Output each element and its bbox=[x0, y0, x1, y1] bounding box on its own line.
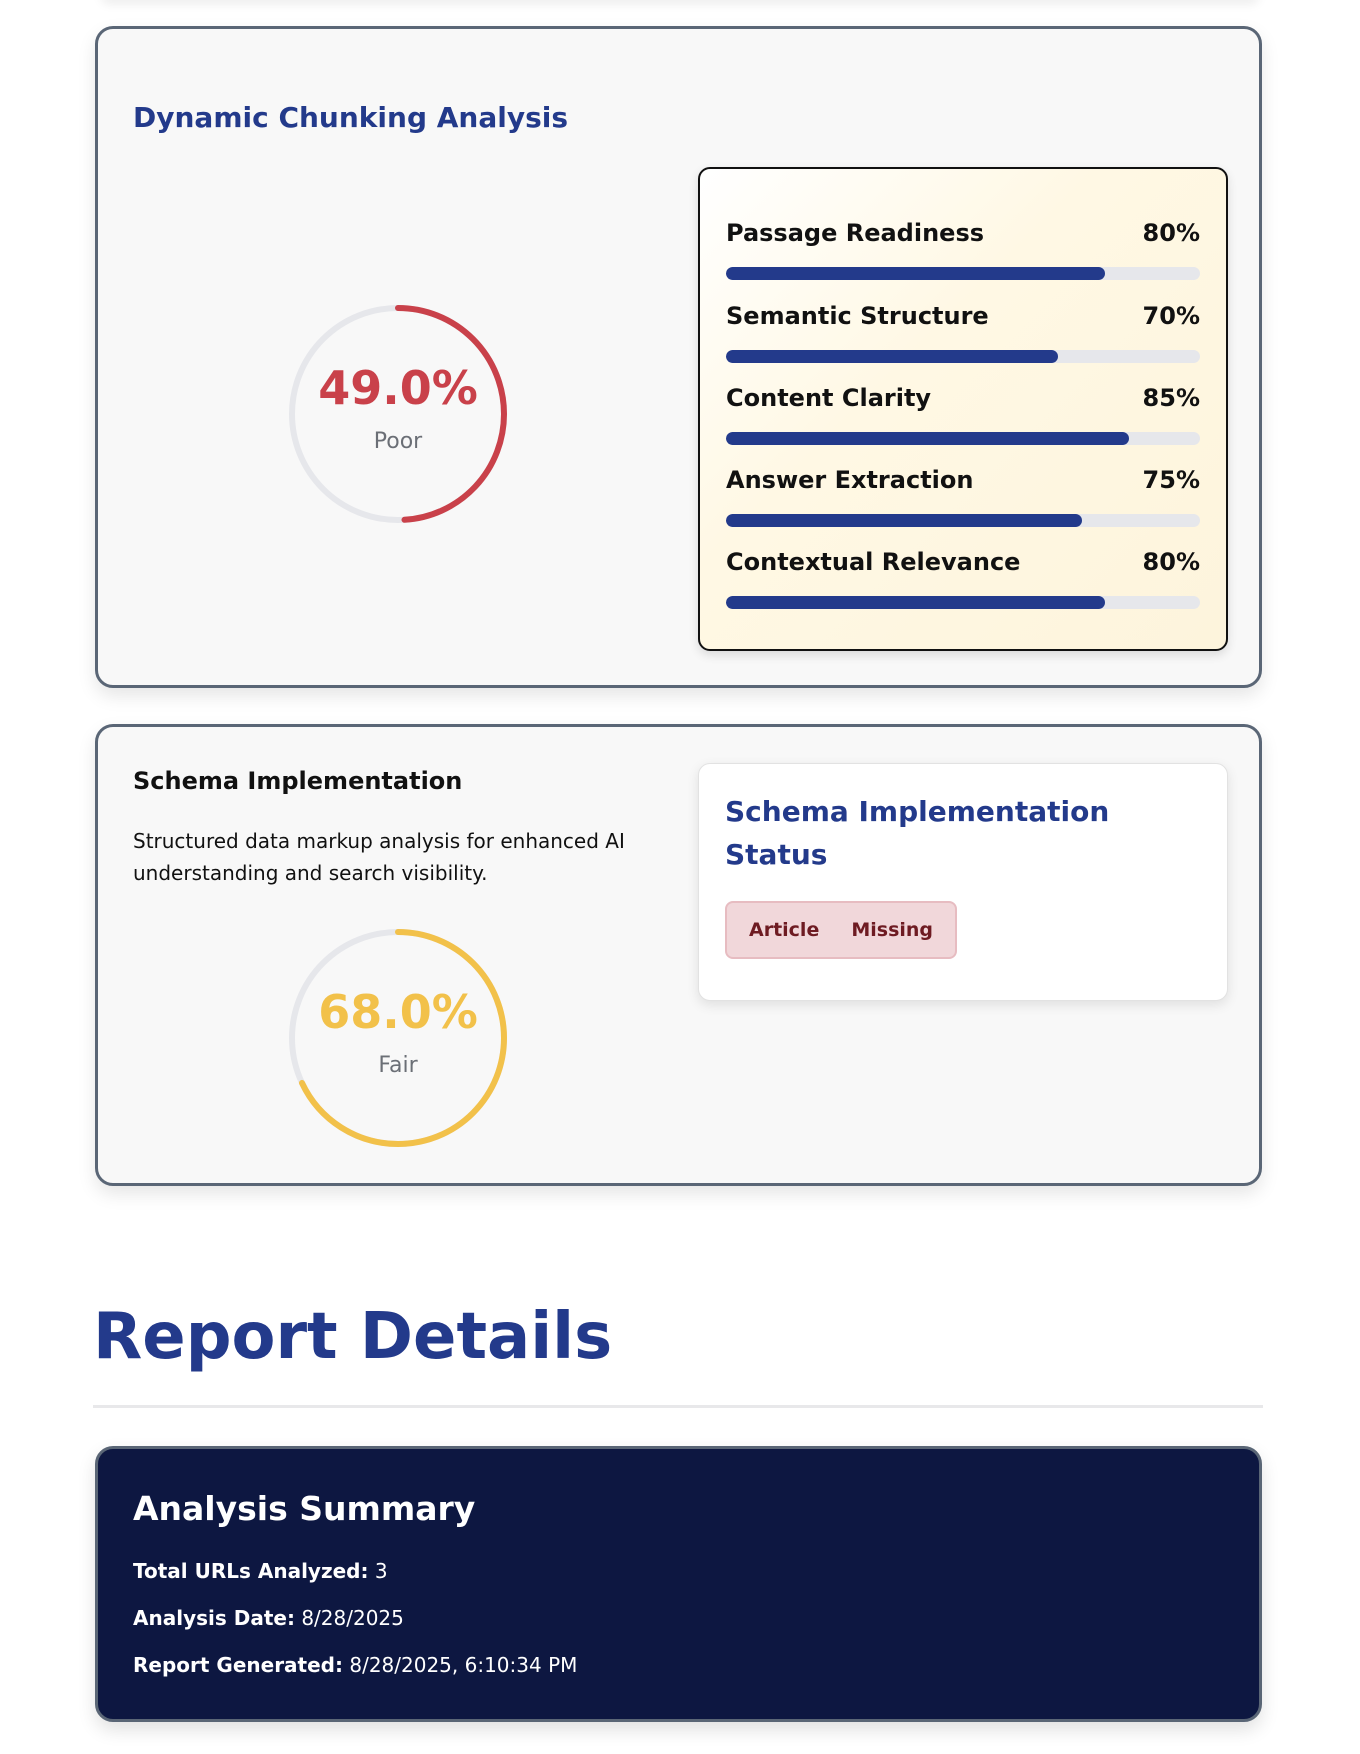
report-generated-label: Report Generated: bbox=[133, 1653, 343, 1677]
metric-value: 75% bbox=[1142, 466, 1200, 494]
total-urls-line bbox=[133, 1559, 388, 1583]
metric-content-clarity bbox=[726, 384, 1200, 448]
analysis-summary-card bbox=[95, 1446, 1262, 1722]
metric-passage-readiness bbox=[726, 219, 1200, 283]
section-divider bbox=[93, 1405, 1263, 1408]
chunking-score-label: Poor bbox=[373, 429, 423, 454]
total-urls-value: 3 bbox=[374, 1559, 388, 1583]
schema-status-badge bbox=[725, 901, 957, 959]
schema-description: Structured data markup analysis for enhanced AI understanding and search visibility. bbox=[133, 829, 625, 885]
analysis-summary-title: Analysis Summary bbox=[133, 1489, 476, 1528]
metric-bar-track bbox=[726, 267, 1200, 280]
schema-score-label: Fair bbox=[378, 1053, 418, 1078]
schema-type-label: Article bbox=[749, 919, 820, 941]
metric-bar-track bbox=[726, 350, 1200, 363]
metric-name: Passage Readiness bbox=[726, 219, 985, 247]
chunking-score-gauge bbox=[283, 299, 513, 529]
report-details-heading: Report Details bbox=[93, 1300, 613, 1374]
metric-name: Answer Extraction bbox=[726, 466, 974, 494]
chunking-metrics-panel bbox=[698, 167, 1228, 651]
schema-score-gauge bbox=[283, 923, 513, 1153]
metric-name: Content Clarity bbox=[726, 384, 932, 412]
schema-state-label: Missing bbox=[851, 919, 934, 941]
metric-value: 70% bbox=[1142, 302, 1200, 330]
metric-bar-fill bbox=[726, 350, 1058, 363]
schema-status-panel bbox=[698, 763, 1228, 1001]
metric-name: Semantic Structure bbox=[726, 302, 989, 330]
schema-title: Schema Implementation bbox=[133, 767, 463, 795]
report-generated-value: 8/28/2025, 6:10:34 PM bbox=[349, 1653, 578, 1677]
metric-answer-extraction bbox=[726, 466, 1200, 530]
report-generated-line bbox=[133, 1653, 577, 1677]
schema-status-title: Schema Implementation Status bbox=[725, 795, 1110, 871]
schema-implementation-card bbox=[95, 724, 1262, 1186]
analysis-date-label: Analysis Date: bbox=[133, 1606, 295, 1630]
metric-bar-track bbox=[726, 432, 1200, 445]
chunking-analysis-card bbox=[95, 26, 1262, 688]
metric-value: 80% bbox=[1142, 548, 1200, 576]
metric-value: 80% bbox=[1142, 219, 1200, 247]
metric-semantic-structure bbox=[726, 302, 1200, 366]
metric-bar-fill bbox=[726, 514, 1082, 527]
metric-name: Contextual Relevance bbox=[726, 548, 1021, 576]
analysis-date-value: 8/28/2025 bbox=[301, 1606, 404, 1630]
total-urls-label: Total URLs Analyzed: bbox=[133, 1559, 369, 1583]
chunking-score-value: 49.0% bbox=[318, 361, 478, 415]
analysis-date-line bbox=[133, 1606, 404, 1630]
metric-bar-fill bbox=[726, 267, 1105, 280]
metric-value: 85% bbox=[1142, 384, 1200, 412]
metric-bar-track bbox=[726, 514, 1200, 527]
chunking-title: Dynamic Chunking Analysis bbox=[133, 101, 569, 134]
schema-score-value: 68.0% bbox=[318, 985, 478, 1039]
metric-bar-fill bbox=[726, 596, 1105, 609]
metric-contextual-relevance bbox=[726, 548, 1200, 612]
metric-bar-track bbox=[726, 596, 1200, 609]
metric-bar-fill bbox=[726, 432, 1129, 445]
